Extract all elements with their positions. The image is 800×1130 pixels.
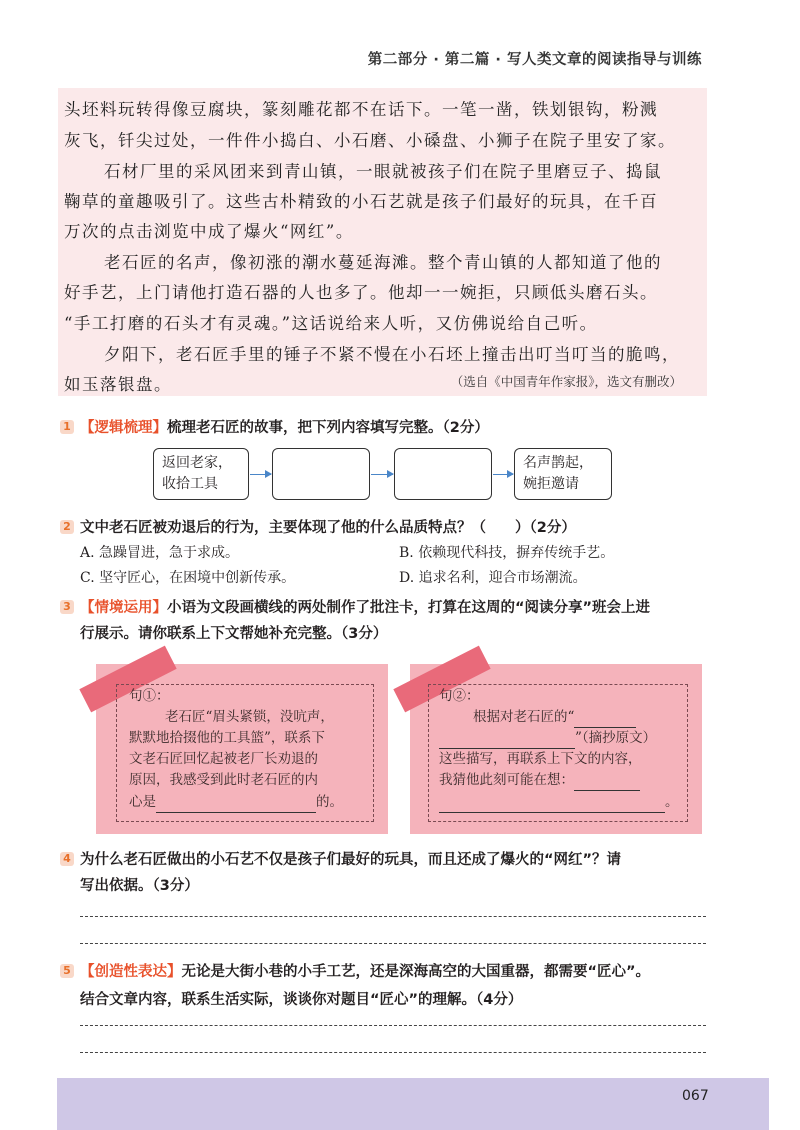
flow-box-1 — [153, 448, 249, 500]
annotation-card-2-body — [428, 684, 688, 822]
passage-line: 好手艺，上门请他打造石器的人也多了。他却一一婉拒，只顾低头磨石头。 — [64, 283, 658, 302]
question-5-text — [80, 960, 650, 981]
card-text: 心是 — [129, 794, 156, 810]
card-text: ”（摘抄原文） — [575, 730, 657, 746]
card-line: 默默地拾掇他的工具篮”，联系下 — [129, 730, 325, 746]
answer-line[interactable] — [80, 1025, 706, 1026]
answer-blank[interactable] — [439, 734, 575, 749]
question-number: 4 — [60, 852, 74, 866]
question-tag: 【逻辑梳理】 — [80, 420, 167, 436]
passage-line: 头坯料玩转得像豆腐块，篆刻雕花都不在话下。一笔一凿，铁划银钩，粉溅 — [64, 100, 658, 119]
passage-line: 老石匠的名声，像初涨的潮水蔓延海滩。整个青山镇的人都知道了他的 — [104, 253, 662, 272]
question-3-prompt: 小语为文段画横线的两处制作了批注卡，打算在这周的“阅读分享”班会上进 — [167, 600, 651, 616]
card-text: 。 — [665, 794, 679, 810]
question-2-text: 文中老石匠被劝退后的行为，主要体现了他的什么品质特点？（ ）（2分） — [80, 520, 576, 536]
question-3-text-line2: 行展示。请你联系上下文帮她补充完整。（3分） — [80, 626, 388, 642]
answer-line[interactable] — [80, 916, 706, 917]
passage-line: 灰飞，钎尖过处，一件件小捣白、小石磨、小磉盘、小狮子在院子里安了家。 — [64, 131, 676, 150]
footer-band — [57, 1078, 769, 1130]
question-4-text-line2: 写出依据。（3分） — [80, 878, 199, 894]
page-number: 067 — [682, 1088, 709, 1104]
option-c[interactable]: C. 坚守匠心，在困境中创新传承。 — [80, 570, 296, 586]
flow-arrow-icon — [250, 474, 271, 475]
flow-box-3-blank[interactable] — [394, 448, 492, 500]
flow-box-1-line2: 收拾工具 — [162, 476, 218, 492]
question-1-prompt: 梳理老石匠的故事，把下列内容填写完整。（2分） — [167, 420, 489, 436]
answer-line[interactable] — [80, 943, 706, 944]
question-1-text — [80, 416, 489, 437]
card-line — [439, 769, 640, 791]
flow-arrow-icon — [371, 474, 393, 475]
flow-box-1-line1: 返回老家， — [162, 455, 232, 471]
option-b[interactable]: B. 依赖现代科技，摒弃传统手艺。 — [399, 545, 615, 561]
card-line: 文老石匠回忆起被老厂长劝退的 — [129, 751, 318, 767]
card-line: 老石匠“眉头紧锁，没吭声， — [165, 709, 334, 725]
running-header: 第二部分 · 第二篇 · 写人类文章的阅读指导与训练 — [367, 52, 702, 68]
card-line: 原因，我感受到此时老石匠的内 — [129, 772, 318, 788]
question-tag: 【创造性表达】 — [80, 964, 182, 980]
question-5-prompt: 无论是大街小巷的小手工艺，还是深海高空的大国重器，都需要“匠心”。 — [181, 964, 651, 980]
answer-blank[interactable] — [574, 776, 640, 791]
passage-line: 万次的点击浏览中成了爆火“网红”。 — [64, 222, 354, 241]
card-line: 这些描写，再联系上下文的内容， — [439, 751, 642, 767]
answer-blank[interactable] — [574, 713, 636, 728]
card-line — [129, 791, 343, 813]
card-title: 句①： — [129, 688, 170, 704]
card-text: 我猜他此刻可能在想： — [439, 772, 574, 788]
answer-line[interactable] — [80, 1052, 706, 1053]
flow-box-4-line1: 名声鹊起， — [523, 455, 593, 471]
flow-box-2-blank[interactable] — [272, 448, 370, 500]
answer-blank[interactable] — [156, 798, 316, 813]
passage-line: 石材厂里的采风团来到青山镇，一眼就被孩子们在院子里磨豆子、捣鼠 — [104, 162, 662, 181]
passage-source: （选自《中国青年作家报》，选文有删改） — [450, 374, 682, 389]
flow-box-4-line2: 婉拒邀请 — [523, 476, 579, 492]
passage-line: 如玉落银盘。 — [64, 375, 172, 394]
question-5-text-line2: 结合文章内容，联系生活实际，谈谈你对题目“匠心”的理解。（4分） — [80, 992, 523, 1008]
card-line — [439, 727, 656, 749]
flow-arrow-icon — [493, 474, 513, 475]
flow-box-4 — [514, 448, 612, 500]
card-text: 的。 — [316, 794, 343, 810]
passage-line: “手工打磨的石头才有灵魂。”这话说给来人听，又仿佛说给自己听。 — [64, 314, 598, 333]
question-number: 2 — [60, 520, 74, 534]
card-line — [473, 706, 636, 728]
card-line — [439, 791, 679, 813]
answer-blank[interactable] — [439, 798, 665, 813]
question-number: 3 — [60, 600, 74, 614]
annotation-card-1-body — [116, 684, 374, 822]
option-a[interactable]: A. 急躁冒进，急于求成。 — [80, 545, 240, 561]
card-title: 句②： — [439, 688, 480, 704]
question-tag: 【情境运用】 — [80, 600, 167, 616]
question-number: 1 — [60, 420, 74, 434]
question-4-text: 为什么老石匠做出的小石艺不仅是孩子们最好的玩具，而且还成了爆火的“网红”？请 — [80, 852, 622, 868]
question-3-text — [80, 596, 650, 617]
passage-line: 夕阳下，老石匠手里的锤子不紧不慢在小石坯上撞击出叮当叮当的脆鸣， — [104, 345, 680, 364]
question-number: 5 — [60, 964, 74, 978]
option-d[interactable]: D. 追求名利，迎合市场潮流。 — [399, 570, 587, 586]
card-text: 根据对老石匠的“ — [473, 709, 575, 725]
passage-line: 鞠草的童趣吸引了。这些古朴精致的小石艺就是孩子们最好的玩具，在千百 — [64, 192, 658, 211]
